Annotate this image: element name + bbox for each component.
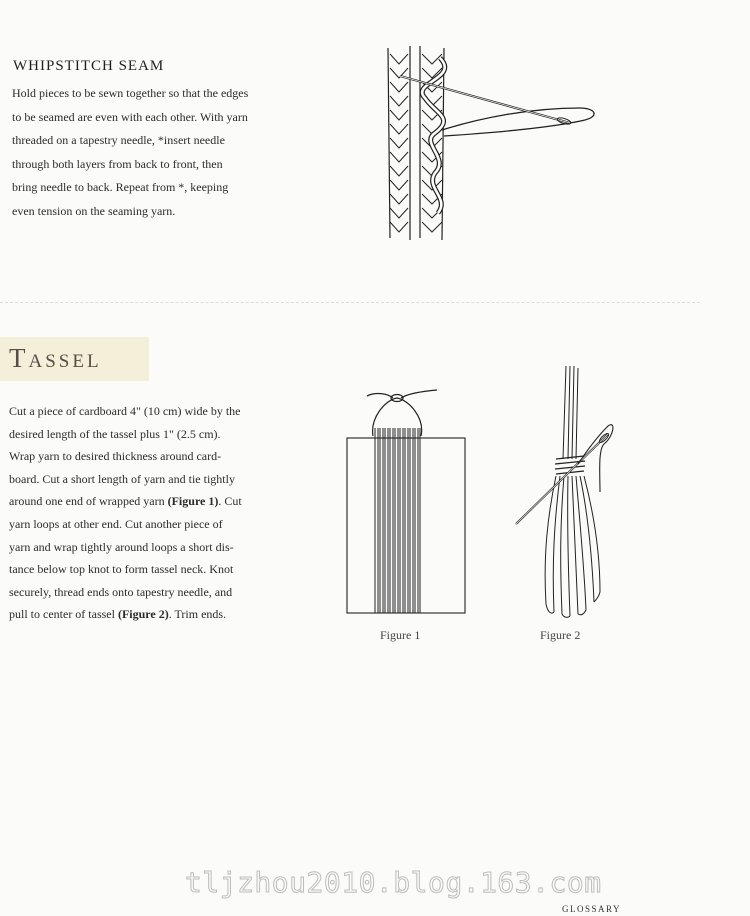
instruction-line: threaded on a tapestry needle, *insert needle [12, 133, 225, 147]
whipstitch-heading: WHIPSTITCH SEAM [13, 58, 165, 74]
instruction-line: board. Cut a short length of yarn and tie tightly [9, 471, 235, 486]
instruction-line: Cut a piece of cardboard 4" (10 cm) wide by the [9, 404, 241, 418]
tassel-heading: Tassel [9, 343, 102, 373]
instruction-line: tance below top knot to form tassel neck. Knot [9, 562, 234, 577]
instruction-text: . Trim ends. [168, 607, 227, 622]
instruction-line: to be seamed are even with each other. With yarn [12, 109, 248, 124]
figure-1-caption: Figure 1 [380, 628, 421, 642]
instruction-text: around one end of wrapped yarn [9, 494, 165, 509]
instruction-line: desired length of the tassel plus 1" (2.5 cm). [9, 426, 221, 441]
figure-reference: (Figure 2) [117, 607, 169, 622]
instruction-line: even tension on the seaming yarn. [12, 203, 176, 218]
figure-2-caption: Figure 2 [540, 628, 581, 642]
instruction-line [9, 490, 309, 513]
figure-1-illustration [345, 388, 470, 618]
instruction-text: pull to center of tassel [9, 607, 115, 622]
figure-reference: (Figure 1) [167, 494, 219, 509]
instruction-line: Hold pieces to be sewn together so that the edges [12, 86, 249, 100]
instruction-line [9, 603, 309, 626]
instruction-line: Wrap yarn to desired thickness around card- [9, 449, 222, 464]
instruction-line: bring needle to back. Repeat from *, keeping [12, 180, 229, 194]
instruction-line: securely, thread ends onto tapestry needle, and [9, 584, 233, 599]
footer-section-label: GLOSSARY [562, 904, 622, 914]
blog-watermark: tljzhou2010.blog.163.com [185, 866, 602, 899]
figure-2-illustration [508, 364, 628, 624]
tassel-instructions [9, 400, 309, 626]
whipstitch-instructions [12, 82, 317, 223]
instruction-line: yarn loops at other end. Cut another piece of [9, 516, 223, 531]
instruction-line: through both layers from back to front, then [12, 156, 223, 171]
section-divider [0, 302, 700, 303]
instruction-line: yarn and wrap tightly around loops a short dis- [9, 539, 234, 554]
whipstitch-illustration [380, 38, 610, 248]
instruction-text: . Cut [218, 494, 242, 509]
